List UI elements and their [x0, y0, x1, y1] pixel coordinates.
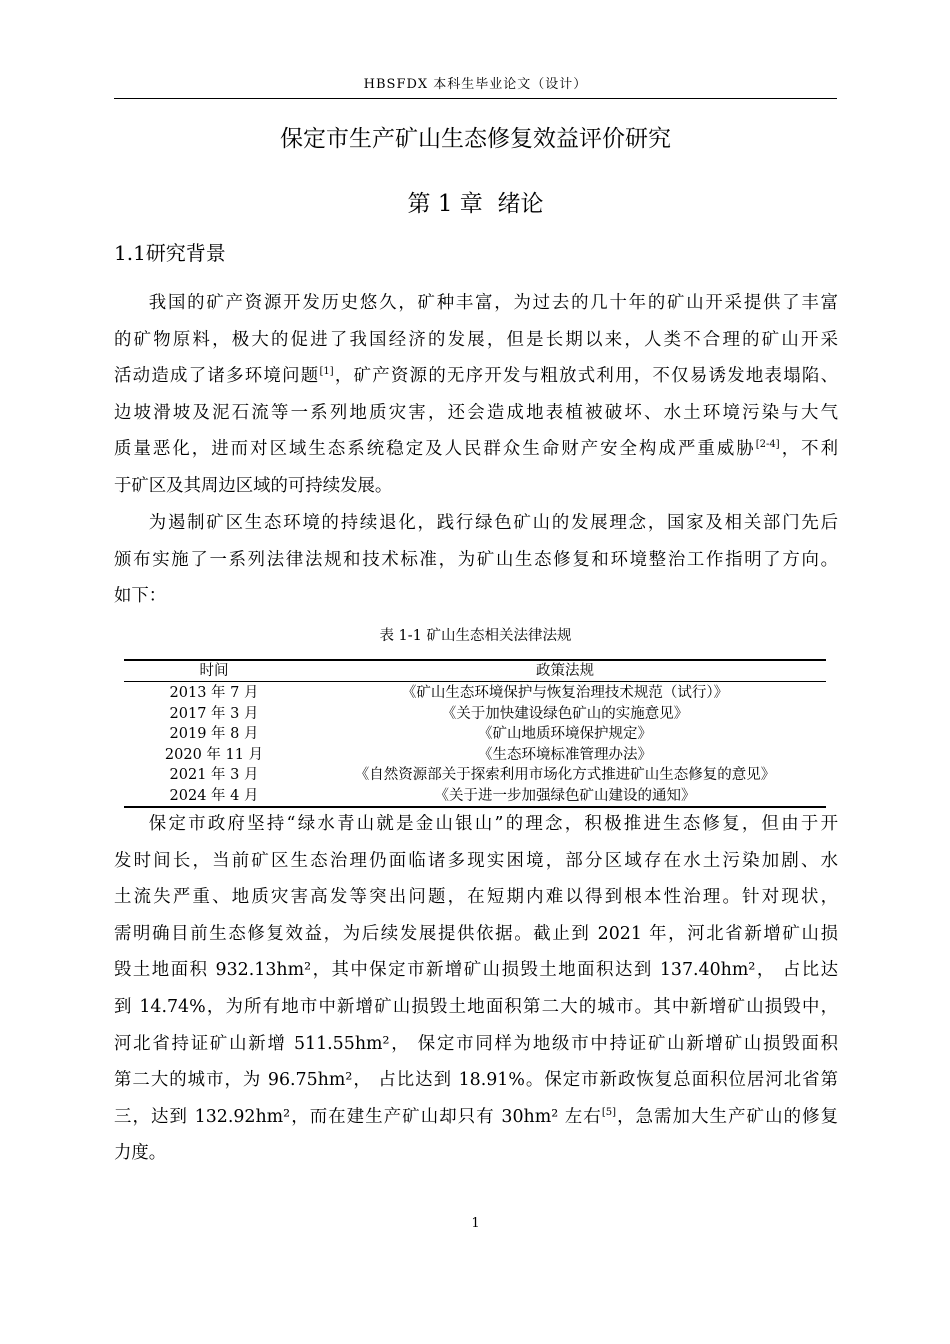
running-header: HBSFDX 本科生毕业论文（设计） — [363, 77, 588, 92]
column-header-policy: 政策法规 — [536, 663, 594, 679]
section-heading — [114, 236, 226, 270]
text-line: 于矿区及其周边区域的可持续发展。 — [114, 475, 393, 496]
text-line: 为遏制矿区生态环境的持续退化，践行绿色矿山的发展理念，国家及相关部门先后 — [148, 513, 838, 533]
text-line: 的矿物原料，极大的促进了我国经济的发展，但是长期以来，人类不合理的矿山开采 — [114, 329, 838, 350]
table-caption: 表 1-1 矿山生态相关法律法规 — [379, 628, 572, 644]
chapter-name: 绪论 — [497, 191, 544, 217]
table-header-rule — [124, 681, 826, 682]
table-row — [124, 704, 826, 725]
citation-2-4[interactable]: [2-4] — [755, 439, 780, 451]
cell-time: 2019 年 8 月 — [169, 726, 259, 742]
text-line: 到 14.74%，为所有地市中新增矿山损毁土地面积第二大的城市。其中新增矿山损毁中， — [114, 996, 838, 1017]
paragraph-baoding — [114, 806, 838, 1172]
paper-title: 保定市生产矿山生态修复效益评价研究 — [280, 126, 671, 152]
text-line: 三，达到 132.92hm²，而在建生产矿山却只有 30hm² 左右[5]，急需加大生产矿山的修复 — [114, 1106, 838, 1127]
table-row — [124, 745, 826, 766]
text-line: 毁土地面积 932.13hm²，其中保定市新增矿山损毁土地面积达到 137.40hm²， 占比达 — [114, 960, 838, 981]
text-line: 质量恶化，进而对区域生态系统稳定及人民群众生命财产安全构成严重威胁[2-4]，不利 — [114, 439, 838, 460]
text-line: 颁布实施了一系列法律法规和技术标准，为矿山生态修复和环境整治工作指明了方向。 — [114, 549, 838, 570]
table-row — [124, 724, 826, 745]
column-header-time: 时间 — [199, 663, 229, 679]
text-line: 河北省持证矿山新增 511.55hm²， 保定市同样为地级市中持证矿山新增矿山损毁面积 — [114, 1033, 838, 1054]
cell-policy: 《关于加快建设绿色矿山的实施意见》 — [441, 705, 689, 722]
cell-time: 2017 年 3 月 — [169, 705, 259, 722]
chapter-number: 第 1 章 — [407, 191, 483, 217]
text-line: 保定市政府坚持“绿水青山就是金山银山”的理念，积极推进生态修复，但由于开 — [148, 814, 838, 834]
cell-time: 2021 年 3 月 — [169, 767, 259, 783]
section-number: 1.1 — [114, 241, 146, 265]
table-row — [124, 765, 826, 786]
chapter-heading — [114, 187, 837, 221]
text-line: 土流失严重、地质灾害高发等突出问题，在短期内难以得到根本性治理。针对现状， — [114, 887, 838, 908]
text-line: 我国的矿产资源开发历史悠久，矿种丰富，为过去的几十年的矿山开采提供了丰富 — [148, 293, 838, 313]
text-line: 力度。 — [114, 1143, 167, 1164]
table-row — [124, 683, 826, 704]
table-header-row — [124, 661, 826, 682]
cell-time: 2013 年 7 月 — [169, 685, 259, 701]
citation-5[interactable]: [5] — [601, 1106, 616, 1118]
text-line: 需明确目前生态修复效益，为后续发展提供依据。截止到 2021 年，河北省新增矿山损 — [114, 923, 838, 944]
text-line: 边坡滑坡及泥石流等一系列地质灾害，还会造成地表植被破坏、水土环境污染与大气 — [114, 402, 838, 423]
page-number: 1 — [471, 1216, 480, 1231]
cell-policy: 《生态环境标准管理办法》 — [478, 746, 652, 763]
text-line: 第二大的城市，为 96.75hm²， 占比达到 18.91%。保定市新政恢复总面积位居河北省第 — [114, 1070, 838, 1091]
header-rule — [114, 98, 837, 99]
text-line: 发时间长，当前矿区生态治理仍面临诸多现实困境，部分区域存在水土污染加剧、水 — [114, 850, 838, 871]
text-line: 活动造成了诸多环境问题[1]，矿产资源的无序开发与粗放式利用，不仅易诱发地表塌陷、 — [114, 366, 838, 387]
citation-1[interactable]: [1] — [319, 366, 334, 378]
paragraph-background-2 — [114, 505, 838, 615]
table-row — [124, 786, 826, 807]
cell-time: 2020 年 11 月 — [164, 746, 264, 763]
section-name: 研究背景 — [145, 241, 226, 265]
paragraph-background-1 — [114, 285, 838, 505]
cell-policy: 《矿山地质环境保护规定》 — [478, 726, 652, 742]
text-line: 如下： — [114, 586, 167, 607]
cell-policy: 《矿山生态环境保护与恢复治理技术规范（试行）》 — [401, 685, 729, 701]
cell-time: 2024 年 4 月 — [169, 787, 259, 804]
cell-policy: 《关于进一步加强绿色矿山建设的通知》 — [434, 787, 696, 804]
cell-policy: 《自然资源部关于探索利用市场化方式推进矿山生态修复的意见》 — [354, 767, 776, 783]
